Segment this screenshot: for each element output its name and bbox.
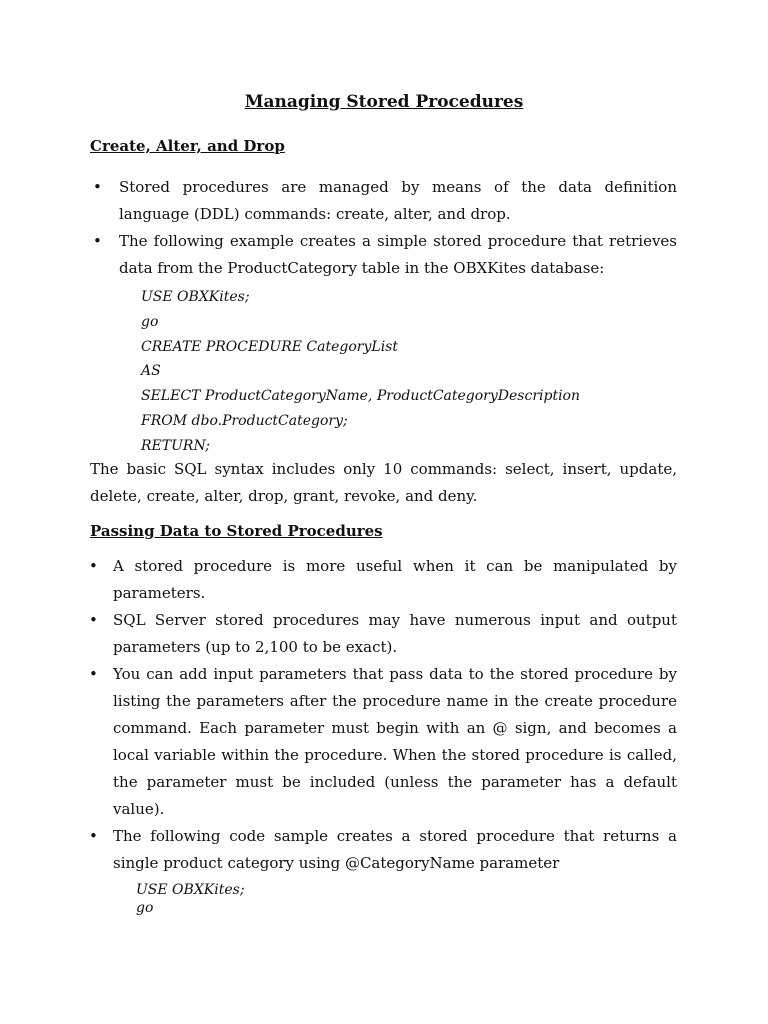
code-line: USE OBXKites; — [141, 289, 250, 305]
bullet-symbol: • — [93, 232, 102, 250]
bullet-symbol: • — [89, 557, 98, 575]
bullet-symbol: • — [89, 665, 98, 683]
bullet-list-section1 — [93, 174, 677, 282]
body-paragraph-sql-syntax: The basic SQL syntax includes only 10 commands: select, insert, update, delete, create, alter, drop, grant, revoke, and deny. — [90, 460, 677, 505]
bullet-symbol: • — [89, 611, 98, 629]
bullet-symbol: • — [93, 178, 102, 196]
list-item — [89, 823, 677, 877]
bullet-text: Stored procedures are managed by means of the data definition language (DDL) commands: create, alter, and drop. — [119, 178, 677, 223]
section-heading-passing-data: Passing Data to Stored Procedures — [90, 522, 383, 540]
code-line: RETURN; — [141, 437, 210, 454]
list-item — [89, 553, 677, 607]
code-line: USE OBXKites; — [136, 882, 245, 898]
page-title: Managing Stored Procedures — [244, 92, 524, 112]
code-line: FROM dbo.ProductCategory; — [141, 412, 348, 429]
code-line: go — [141, 313, 159, 330]
code-line: CREATE PROCEDURE CategoryList — [141, 338, 398, 355]
bullet-symbol: • — [89, 827, 98, 845]
list-item — [89, 661, 677, 823]
code-block-category-list — [141, 285, 580, 459]
code-line: go — [136, 900, 154, 916]
list-item — [93, 174, 677, 228]
code-block-category-name — [136, 881, 245, 917]
list-item — [89, 607, 677, 661]
code-line: AS — [141, 363, 161, 380]
bullet-text: The following code sample creates a stored procedure that returns a single product category using @CategoryName parameter — [113, 827, 677, 872]
bullet-text: You can add input parameters that pass data to the stored procedure by listing the parameters after the procedure name in the create procedure command. Each parameter must begin with an @ sign, and becomes a local variable within the procedure. When the stored procedure is called, the parameter must be included (unless the parameter has a default value). — [113, 665, 677, 818]
section-heading-create-alter-drop: Create, Alter, and Drop — [90, 137, 285, 155]
bullet-list-section2 — [89, 553, 677, 877]
bullet-text: SQL Server stored procedures may have numerous input and output parameters (up to 2,100 to be exact). — [113, 611, 677, 656]
bullet-text: A stored procedure is more useful when it can be manipulated by parameters. — [113, 557, 677, 602]
list-item — [93, 228, 677, 282]
bullet-text: The following example creates a simple stored procedure that retrieves data from the ProductCategory table in the OBXKites database: — [119, 232, 677, 277]
code-line: SELECT ProductCategoryName, ProductCategoryDescription — [141, 388, 580, 405]
